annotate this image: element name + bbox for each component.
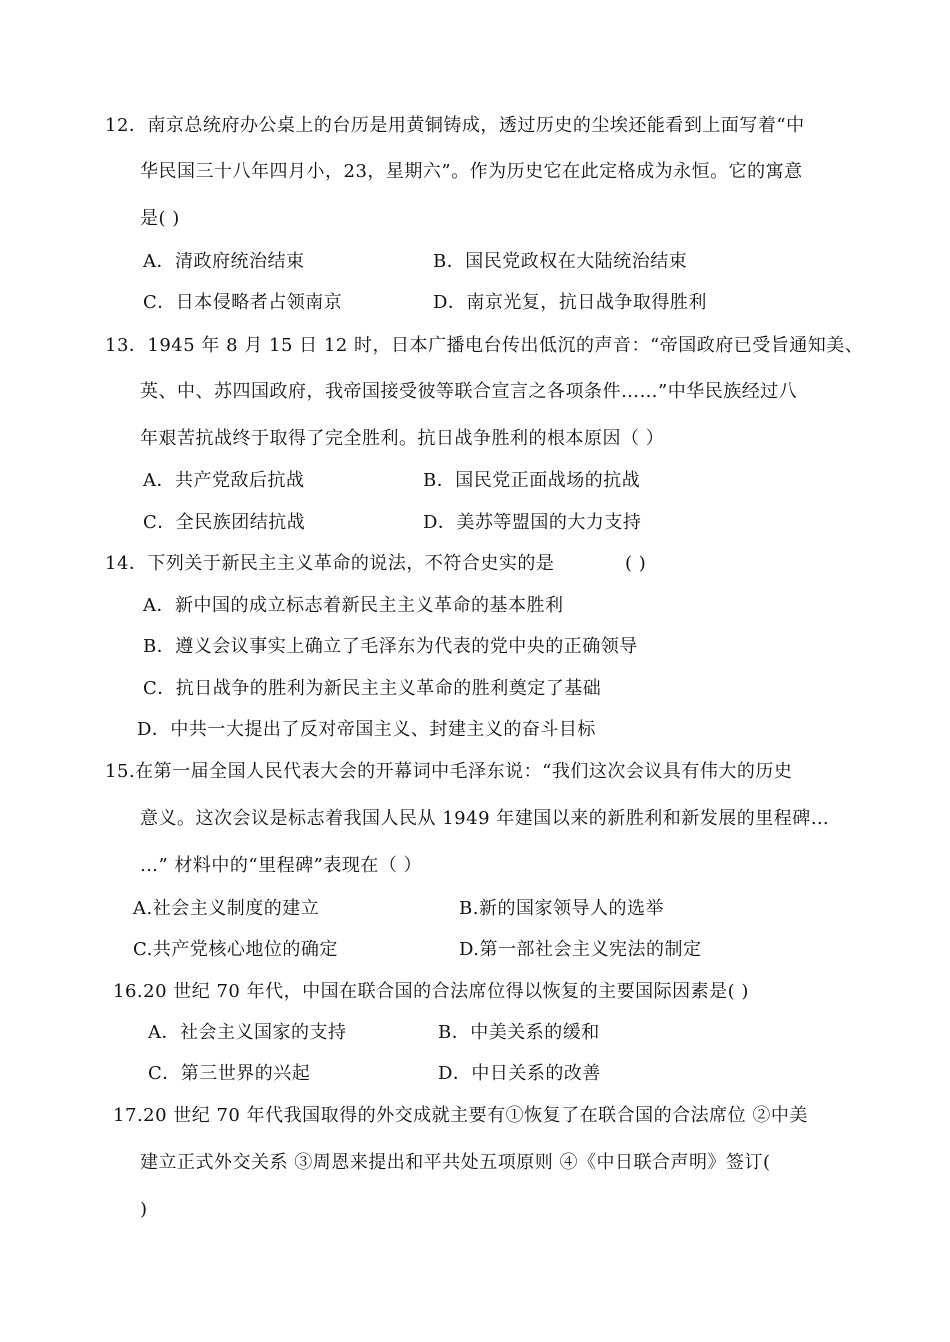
question-12-option-d: D．南京光复，抗日战争取得胜利 [433, 292, 707, 313]
question-17-line-3: ) [140, 1199, 148, 1220]
question-16-option-a: A．社会主义国家的支持 [148, 1022, 347, 1043]
question-12-line-3: 是( ) [140, 208, 180, 229]
question-14-option-d: D．中共一大提出了反对帝国主义、封建主义的奋斗目标 [137, 719, 596, 740]
question-15-option-c: C.共产党核心地位的确定 [133, 939, 338, 960]
question-17-line-1: 17.20 世纪 70 年代我国取得的外交成就主要有①恢复了在联合国的合法席位 ②中美 [113, 1105, 808, 1126]
question-14-answer-bracket: ( ) [625, 553, 647, 574]
question-15-line-2: 意义。这次会议是标志着我国人民从 1949 年建国以来的新胜利和新发展的里程碑… [140, 808, 830, 829]
question-13-option-b: B．国民党正面战场的抗战 [423, 470, 641, 491]
question-13-line-1: 13．1945 年 8 月 15 日 12 时，日本广播电台传出低沉的声音：“帝国政府已受旨通知美、 [105, 335, 864, 356]
question-12-option-c: C．日本侵略者占领南京 [143, 292, 343, 313]
question-16-option-d: D．中日关系的改善 [438, 1063, 601, 1084]
question-17-line-2: 建立正式外交关系 ③周恩来提出和平共处五项原则 ④《中日联合声明》签订( [140, 1152, 771, 1173]
question-13-option-d: D．美苏等盟国的大力支持 [423, 512, 642, 533]
question-16-option-b: B．中美关系的缓和 [438, 1022, 600, 1043]
question-15-option-d: D.第一部社会主义宪法的制定 [459, 939, 702, 960]
question-13-option-c: C．全民族团结抗战 [143, 512, 306, 533]
question-12-option-b: B．国民党政权在大陆统治结束 [433, 251, 688, 272]
question-13-line-3: 年艰苦抗战终于取得了完全胜利。抗日战争胜利的根本原因（ ） [140, 428, 665, 449]
question-14-option-b: B．遵义会议事实上确立了毛泽东为代表的党中央的正确领导 [143, 636, 638, 657]
question-12-line-2: 华民国三十八年四月小，23，星期六”。作为历史它在此定格成为永恒。它的寓意 [140, 161, 803, 182]
question-14-option-a: A．新中国的成立标志着新民主主义革命的基本胜利 [143, 595, 564, 616]
question-16-option-c: C．第三世界的兴起 [148, 1063, 311, 1084]
question-15-line-3: …” 材料中的“里程碑”表现在（ ） [140, 855, 423, 876]
question-14-line-1: 14．下列关于新民主主义革命的说法，不符合史实的是 [105, 553, 555, 574]
question-13-line-2: 英、中、苏四国政府，我帝国接受彼等联合宣言之各项条件……”中华民族经过八 [140, 381, 798, 402]
question-15-option-b: B.新的国家领导人的选举 [459, 898, 664, 919]
question-16-line-1: 16.20 世纪 70 年代，中国在联合国的合法席位得以恢复的主要国际因素是( ) [113, 981, 749, 1002]
question-15-option-a: A.社会主义制度的建立 [133, 898, 320, 919]
question-12-line-1: 12．南京总统府办公桌上的台历是用黄铜铸成，透过历史的尘埃还能看到上面写着“中 [105, 115, 805, 136]
question-12-option-a: A．清政府统治结束 [143, 251, 305, 272]
question-14-option-c: C．抗日战争的胜利为新民主主义革命的胜利奠定了基础 [143, 678, 602, 699]
question-13-option-a: A．共产党敌后抗战 [143, 470, 305, 491]
question-15-line-1: 15.在第一届全国人民代表大会的开幕词中毛泽东说：“我们这次会议具有伟大的历史 [105, 761, 793, 782]
